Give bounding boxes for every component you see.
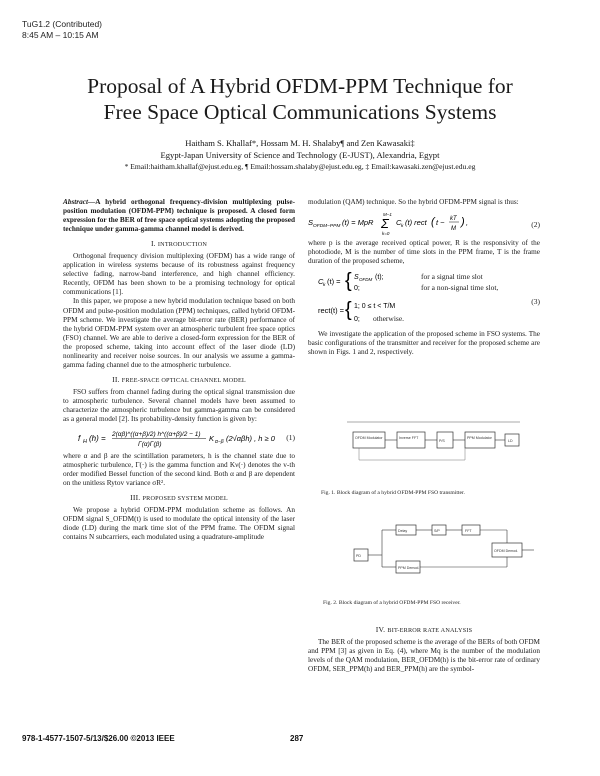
svg-text:): ) (461, 216, 465, 229)
fig1-label-ppm: PPM Modulator (467, 436, 492, 440)
section-2-para-1: FSO suffers from channel fading during the optical signal transmission due to atmospheric turbulence. Several channel models have been assumed to characterize the atmospheric turbulence but gamma-gamma can be considered as a general model [2]. Its probability-density function is given by: (63, 387, 295, 424)
equation-2-number: (2) (531, 220, 540, 230)
author-names: Haitham S. Khallaf*, Hossam M. H. Shalaby¶ and Zen Kawasaki‡ (185, 138, 415, 148)
fig2-label-ofdm: OFDM Demod. (494, 549, 519, 553)
svg-text:,: , (466, 218, 469, 228)
equation-3-number: (3) (531, 297, 540, 307)
svg-text:OFDM: OFDM (359, 277, 373, 283)
section-4-para-1: The BER of the proposed scheme is the average of the BERs of both OFDM and PPM [3] as given in Eq. (4), where Mq is the number of the modulation levels of the QAM modulation, BER_OFDM(h) is the bit-error rate of ordinary OFDM, SER_PPM(h) and BER_PPM(h) are the symbol- (308, 638, 540, 674)
svg-text:t −: t − (436, 218, 445, 228)
section-2-heading: II. FREE-SPACE OPTICAL CHANNEL MODEL (112, 374, 246, 384)
section-1-para-1: Orthogonal frequency division multiplexing (OFDM) has a wide range of application in wireless systems because of its robustness against frequency selective fading, narrow-band interference, and high channel efficiency. Recently, OFDM has been shown to be a promising technology for optical communications [1]. (63, 252, 295, 297)
svg-text:kT: kT (450, 216, 457, 223)
figure-1-caption: Fig. 1. Block diagram of a hybrid OFDM-PPM FSO transmitter. (321, 490, 465, 496)
eq3-case-3: otherwise. (373, 314, 405, 324)
fig1-block-ofdm (353, 432, 385, 448)
figure-2-caption: Fig. 2. Block diagram of a hybrid OFDM-PPM FSO receiver. (323, 600, 461, 606)
equation-2-formula (308, 210, 523, 236)
section-1-heading: I. INTRODUCTION (150, 239, 208, 249)
session-code: TuG1.2 (Contributed) (22, 19, 102, 29)
svg-text:(t);: (t); (375, 274, 384, 282)
section-4-heading: IV. BIT-ERROR RATE ANALYSIS (375, 625, 473, 634)
svg-text:S: S (308, 218, 314, 228)
title-line-1: Proposal of A Hybrid OFDM-PPM Technique for (87, 74, 513, 98)
eq3-case-1: for a signal time slot (421, 272, 483, 282)
svg-text:C: C (318, 277, 324, 287)
svg-text:C: C (396, 218, 402, 228)
section-1-para-2: In this paper, we propose a new hybrid modulation technique based on both OFDM and pulse-position modulation (PPM) techniques, called hybrid OFDM-PPM scheme. We investigate the average bit-error rate (BER) performance of the hybrid OFDM-PPM system over an atmospheric turbulent free space optics (FSO) channel. We are able to derive a closed-form expression for the BER of the proposed scheme, taking into account effect of the laser diode (LD) nonlinearity and receiver noise sources. In our analysis we assume a gamma-gamma fading channel due to the atmospheric turbulence. (63, 297, 295, 369)
section-2-para-2: where α and β are the scintillation parameters, h is the channel state due to atmospheric turbulence, Γ(·) is the gamma function and Kν(·) denotes the v-th order modified Bessel function of the second kind. Both α and β are dependent on the unitless Rytov variance σR². (63, 452, 295, 488)
author-block (0, 138, 600, 173)
figure-2-diagram (352, 517, 538, 587)
author-emails: * Email:haitham.khallaf@ejust.edu.eg, ¶ Email:hossam.shalaby@ejust.edu.eg, ‡ Email:kawasaki.zen@ejust.edu.eg (124, 162, 476, 171)
fig2-label-fft: FFT (465, 529, 472, 533)
footer-page-number: 287 (290, 734, 304, 743)
svg-text:2(αβ)^((α+β)/2) h^((α+β)/2 − 1: 2(αβ)^((α+β)/2) h^((α+β)/2 − 1) (112, 431, 201, 439)
eq3-case-2: for a non-signal time slot, (421, 283, 499, 293)
svg-text:(2√αβh) , h ≥ 0: (2√αβh) , h ≥ 0 (226, 434, 275, 444)
svg-text:(t) =: (t) = (327, 277, 341, 287)
fig1-label-ps: P/S (439, 439, 445, 443)
svg-text:1; 0 ≤ t < T/M: 1; 0 ≤ t < T/M (354, 303, 396, 311)
right-para-2: where p is the average received optical power, R is the responsivity of the photodiode, M is the number of time slots in the PPM frame, T is the frame duration of the proposed scheme, (308, 239, 540, 266)
fig1-label-ld: LD (508, 439, 513, 443)
equation-1-number: (1) (286, 433, 295, 443)
abstract-label: Abstract (63, 198, 88, 206)
equation-2 (308, 210, 540, 236)
svg-text:(t) rect: (t) rect (405, 218, 427, 228)
right-para-1: modulation (QAM) technique. So the hybrid OFDM-PPM signal is thus: (308, 198, 519, 206)
left-column (63, 198, 295, 543)
svg-text:k: k (401, 224, 404, 230)
fig2-label-delay: Delay (398, 529, 408, 533)
fig1-block-ppm (465, 432, 495, 448)
fig1-block-ifft (397, 432, 425, 448)
svg-text:(h) =: (h) = (89, 434, 106, 444)
equation-3-formula (318, 269, 518, 327)
svg-text:k: k (323, 283, 326, 289)
svg-text:S: S (354, 274, 359, 282)
svg-text:α−β: α−β (215, 439, 224, 446)
svg-text:{: { (345, 270, 352, 293)
equation-1 (63, 428, 295, 448)
svg-text:M: M (451, 226, 456, 233)
svg-text:K: K (209, 434, 215, 444)
section-4 (308, 620, 540, 674)
equation-3 (308, 269, 540, 327)
equation-1-formula (78, 428, 278, 448)
fig1-label-ofdm: OFDM Modulator (355, 436, 383, 440)
fig1-label-ifft: Inverse FFT (399, 436, 419, 440)
svg-text:f: f (78, 434, 81, 444)
abstract-text: —A hybrid orthogonal frequency-division multiplexing pulse-position modulation (OFDM-PPM) technique is proposed. A closed form expression for the BER of free space optical systems adopting the proposed technique under gamma-gamma channel model is derived. (63, 198, 295, 234)
svg-text:Γ(α)Γ(β): Γ(α)Γ(β) (138, 441, 162, 449)
svg-text:0;: 0; (354, 316, 360, 324)
figure-1 (345, 418, 527, 480)
fig2-label-ppm: PPM Demod. (398, 566, 420, 570)
right-para-3: We investigate the application of the proposed scheme in FSO systems. The basic configurations of the transmitter and receiver for the proposed scheme are shown in Figs. 1 and 2, respectively. (308, 330, 540, 357)
svg-text:rect(t) =: rect(t) = (318, 306, 345, 316)
svg-text:{: { (345, 299, 352, 322)
author-affiliation: Egypt-Japan University of Science and Technology (E-JUST), Alexandria, Egypt (160, 149, 440, 160)
paper-title (0, 73, 600, 125)
section-3-heading: III. PROPOSED SYSTEM MODEL (130, 493, 228, 503)
fig2-label-pd: PD (356, 554, 361, 558)
title-line-2: Free Space Optical Communications Systems (103, 100, 497, 124)
svg-text:M−1: M−1 (383, 212, 392, 218)
abstract (63, 198, 295, 234)
svg-text:Σ: Σ (381, 216, 389, 232)
section-3-para-1: We propose a hybrid OFDM-PPM modulation scheme as follows. An OFDM signal S_OFDM(t) is used to modulate the optical intensity of the laser diode (LD) during the mark time slot of the PPM frame. The OFDM signal contains N subcarriers, each modulated using a quadrature-amplitude (63, 506, 295, 542)
svg-text:H: H (83, 439, 87, 446)
figure-2 (352, 517, 538, 587)
figure-1-diagram (345, 418, 527, 480)
svg-text:OFDM−PPM: OFDM−PPM (313, 224, 341, 230)
svg-text:(: ( (431, 216, 435, 229)
session-time: 8:45 AM – 10:15 AM (22, 30, 99, 40)
footer-isbn: 978-1-4577-1507-5/13/$26.00 ©2013 IEEE (22, 734, 175, 743)
svg-text:0;: 0; (354, 285, 360, 293)
fig2-label-sp: S/P (434, 529, 440, 533)
right-column (308, 198, 540, 357)
svg-text:k=0: k=0 (382, 231, 390, 237)
session-info (22, 19, 102, 41)
svg-text:(t) = MpR: (t) = MpR (342, 218, 374, 228)
